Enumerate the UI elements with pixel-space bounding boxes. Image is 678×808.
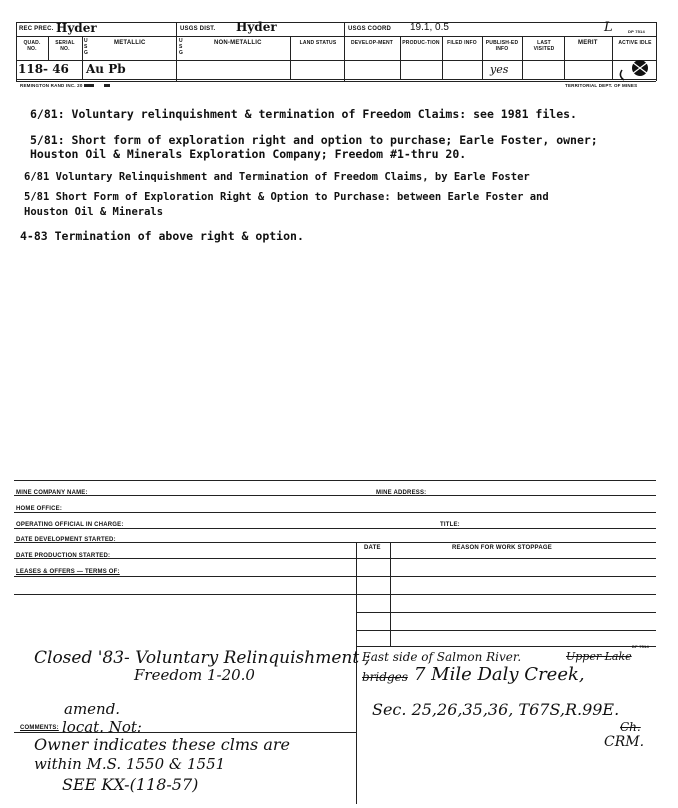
amend-note: amend. (64, 700, 121, 718)
mine-address-label: MINE ADDRESS: (376, 490, 427, 496)
date-production-label: DATE PRODUCTION STARTED: (16, 553, 111, 559)
dept-note: TERRITORIAL DEPT. OF MINES (565, 83, 638, 88)
printer-mark (84, 84, 94, 87)
quad-serial-value: 118- 46 (18, 62, 69, 76)
published-info-label: PUBLISH-ED INFO (485, 40, 519, 52)
closed-note-line1: Closed '83- Voluntary Relinquishment ; (34, 648, 371, 668)
metallic-label: METALLIC (114, 40, 146, 46)
title-label: TITLE: (440, 522, 460, 528)
development-label: DEVELOP-MENT (350, 40, 394, 46)
usg-side-letters-2: U S G (179, 38, 183, 56)
nonmetallic-label: NON-METALLIC (214, 40, 262, 46)
land-status-label: LAND STATUS (299, 40, 337, 46)
entry-5-81-b-cont: Houston Oil & Minerals (24, 206, 164, 218)
entry-6-81-b: 6/81 Voluntary Relinquishment and Termination of Freedom Claims, by Earle Foster (24, 171, 530, 183)
corner-mark: L (604, 20, 613, 35)
form-number-2: DP 7514 (632, 644, 649, 649)
location-line1: East side of Salmon River. (362, 650, 522, 664)
location-line3: Sec. 25,26,35,36, T67S,R.99E. (372, 700, 620, 719)
location-line1-struck: Upper Lake (566, 650, 632, 663)
date-column-label: DATE (364, 545, 381, 551)
comment-line4: SEE KX-(118-57) (62, 775, 199, 794)
rec-prec-value: Hyder (56, 21, 97, 35)
usg-side-letters: U S G (84, 38, 88, 56)
last-visited-label: LAST VISITED (533, 40, 555, 52)
leases-offers-label: LEASES & OFFERS — TERMS OF: (16, 569, 120, 575)
filed-info-label: FILED INFO (447, 40, 477, 46)
printer-note: REMINGTON RAND INC. 20 (20, 83, 83, 88)
active-stamp-icon (614, 56, 656, 82)
entry-5-81-b: 5/81 Short Form of Exploration Right & Option to Purchase: between Earle Foster and (24, 191, 549, 203)
quad-no-label: QUAD. NO. (23, 40, 41, 52)
entry-4-83: 4-83 Termination of above right & option. (20, 229, 304, 243)
location-line4-struck: Ch. (620, 720, 641, 734)
serial-no-label: SERIAL NO. (55, 40, 75, 52)
form-number: DP 7514 (628, 29, 645, 34)
entry-6-81-a: 6/81: Voluntary relinquishment & termination of Freedom Claims: see 1981 files. (30, 107, 577, 121)
usgs-coord-label: USGS COORD (348, 26, 392, 32)
usgs-dist-value: Hyder (236, 20, 277, 34)
comment-line2: Owner indicates these clms are (34, 735, 290, 754)
usgs-coord-value: 19.1, 0.5 (410, 22, 449, 33)
closed-note-line2: Freedom 1-20.0 (134, 666, 255, 684)
entry-5-81-a: 5/81: Short form of exploration right and option to purchase; Earle Foster, owner; (30, 133, 598, 147)
rec-prec-label: REC PREC. (19, 26, 54, 32)
metallic-value: Au Pb (86, 62, 126, 76)
location-line2-struck: bridges (362, 670, 408, 684)
location-line4: CRM. (604, 734, 645, 750)
active-idle-label: ACTIVE IDLE (618, 40, 652, 46)
home-office-label: HOME OFFICE: (16, 506, 63, 512)
date-development-label: DATE DEVELOPMENT STARTED: (16, 537, 116, 543)
comments-label: COMMENTS: (20, 725, 59, 731)
comment-line1: locat. Not: (62, 718, 142, 736)
reason-stoppage-label: REASON FOR WORK STOPPAGE (452, 545, 552, 551)
usgs-dist-label: USGS DIST. (180, 26, 216, 32)
production-label: PRODUC-TION (402, 40, 440, 46)
entry-5-81-a-cont: Houston Oil & Minerals Exploration Company; Freedom #1-thru 20. (30, 147, 467, 161)
comment-line3: within M.S. 1550 & 1551 (34, 755, 226, 773)
operating-official-label: OPERATING OFFICIAL IN CHARGE: (16, 522, 124, 528)
mine-company-label: MINE COMPANY NAME: (16, 490, 88, 496)
printer-mark-2 (104, 84, 110, 87)
location-line2: 7 Mile Daly Creek, (414, 664, 585, 685)
published-value: yes (490, 63, 509, 76)
merit-label: MERIT (578, 40, 598, 46)
